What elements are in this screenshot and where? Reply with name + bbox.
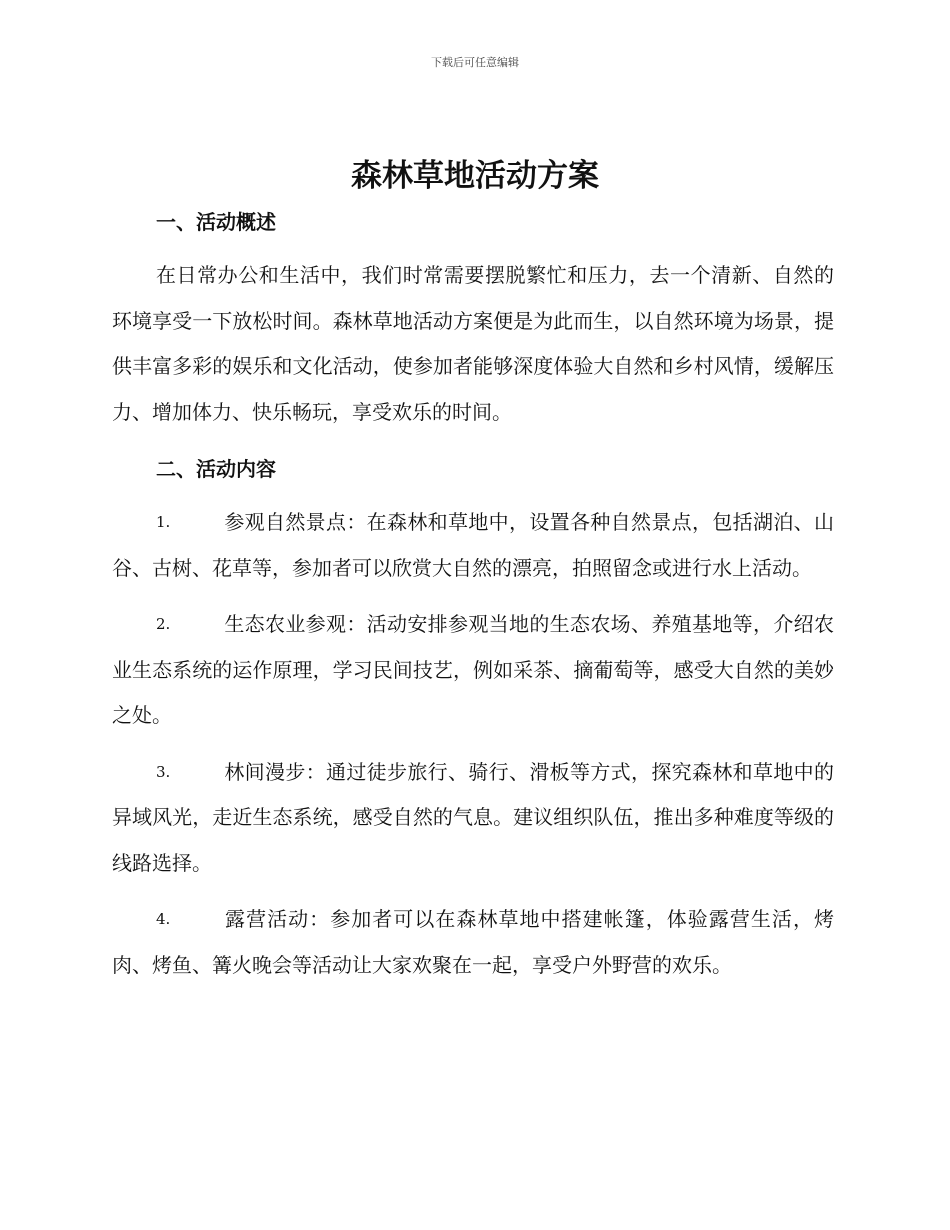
list-item-text: 参观自然景点：在森林和草地中，设置各种自然景点，包括湖泊、山谷、古树、花草等，参加者可以欣赏大自然的漂亮，拍照留念或进行水上活动。 [112,510,834,580]
section-heading-content: 二、活动内容 [156,457,276,481]
list-item-number: 4. [156,910,171,928]
list-item-text: 露营活动：参加者可以在森林草地中搭建帐篷，体验露营生活，烤肉、烤鱼、篝火晚会等活动让大家欢聚在一起，享受户外野营的欢乐。 [112,907,834,977]
list-item [112,897,834,988]
document-body [112,200,834,988]
document-title: 森林草地活动方案 [351,158,599,194]
overview-paragraph: 在日常办公和生活中，我们时常需要摆脱繁忙和压力，去一个清新、自然的环境享受一下放松时间。森林草地活动方案便是为此而生，以自然环境为场景，提供丰富多彩的娱乐和文化活动，使参加者能够深度体验大自然和乡村风情，缓解压力、增加体力、快乐畅玩，享受欢乐的时间。 [112,263,834,424]
list-item [112,500,834,591]
list-item-number: 1. [156,513,171,531]
list-item-number: 2. [156,615,171,633]
list-item-text: 生态农业参观：活动安排参观当地的生态农场、养殖基地等，介绍农业生态系统的运作原理，学习民间技艺，例如采茶、摘葡萄等，感受大自然的美妙之处。 [112,612,834,727]
list-item [112,750,834,887]
list-item-number: 3. [156,762,171,781]
header-note: 下载后可任意编辑 [431,56,519,69]
list-item-text: 林间漫步：通过徒步旅行、骑行、滑板等方式，探究森林和草地中的异域风光，走近生态系统，感受自然的气息。建议组织队伍，推出多种难度等级的线路选择。 [112,759,834,875]
section-heading-overview: 一、活动概述 [156,210,276,234]
list-item [112,602,834,739]
